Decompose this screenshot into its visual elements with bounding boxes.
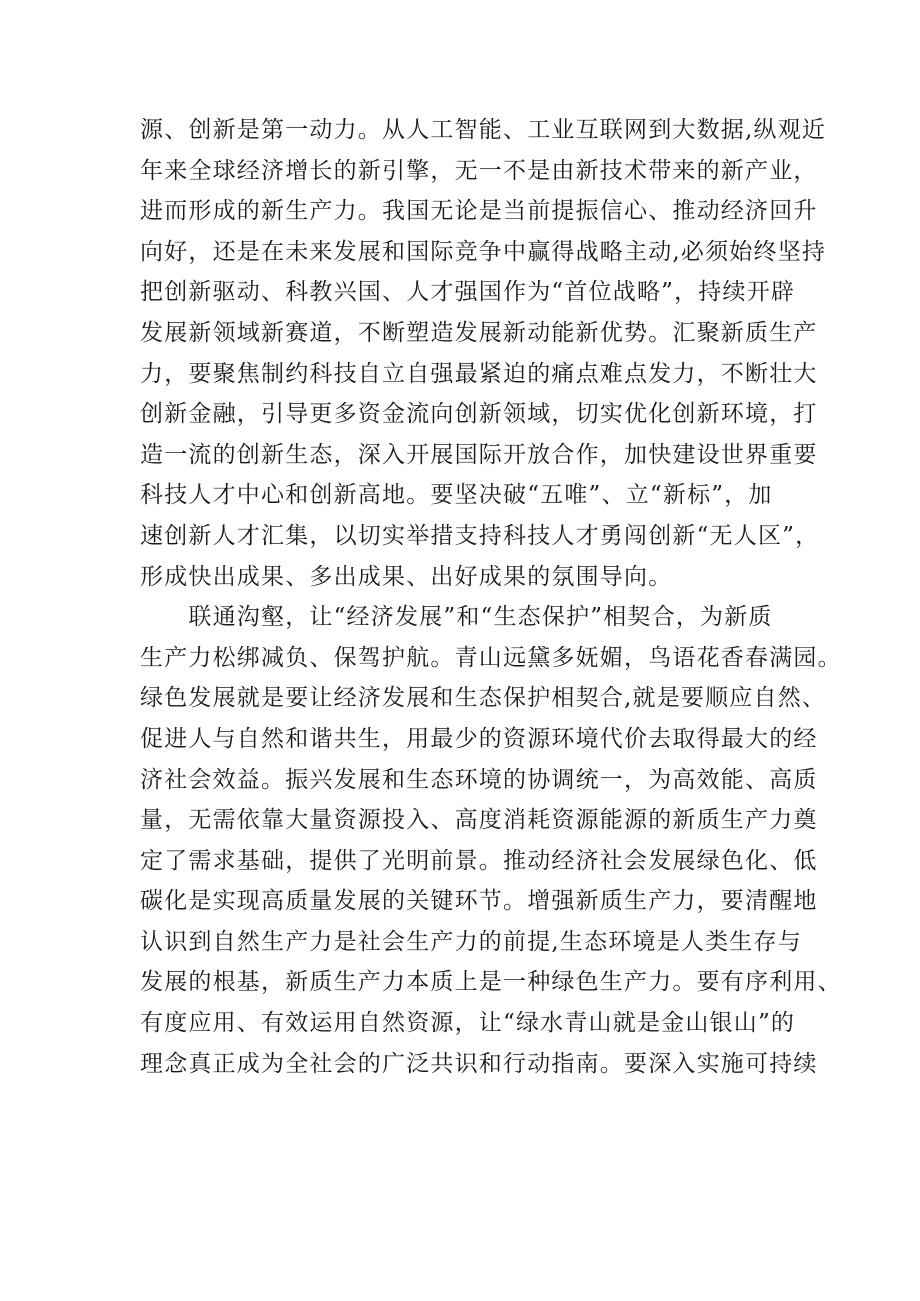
- text-line: 定了需求基础，提供了光明前景。推动经济社会发展绿色化、低: [140, 847, 818, 874]
- text-line: 理念真正成为全社会的广泛共识和行动指南。要深入实施可持续: [140, 1050, 818, 1077]
- text-line: 速创新人才汇集，以切实举措支持科技人才勇闯创新“无人区”，: [140, 522, 820, 549]
- text-line: 绿色发展就是要让经济发展和生态保护相契合,就是要顺应自然、: [140, 685, 827, 712]
- text-line: 认识到自然生产力是社会生产力的前提,生态环境是人类生存与: [140, 928, 802, 955]
- text-line: 发展新领域新赛道，不断塑造发展新动能新优势。汇聚新质生产: [140, 319, 818, 346]
- text-line: 量，无需依靠大量资源投入、高度消耗资源能源的新质生产力奠: [140, 807, 818, 834]
- text-line: 年来全球经济增长的新引擎，无一不是由新技术带来的新产业，: [140, 157, 818, 184]
- text-line: 形成快出成果、多出成果、出好成果的氛围导向。: [140, 563, 673, 590]
- text-line: 源、创新是第一动力。从人工智能、工业互联网到大数据,纵观近: [140, 117, 827, 143]
- text-line: 济社会效益。振兴发展和生态环境的协调统一，为高效能、高质: [140, 766, 818, 793]
- text-line: 创新金融，引导更多资金流向创新领域，切实优化创新环境，打: [140, 401, 818, 428]
- text-line: 发展的根基，新质生产力本质上是一种绿色生产力。要有序利用、: [140, 969, 842, 996]
- text-line: 向好，还是在未来发展和国际竞争中赢得战略主动,必须始终坚持: [140, 238, 827, 265]
- paragraph-start-line: 联通沟壑，让“经济发展”和“生态保护”相契合，为新质: [140, 604, 773, 631]
- text-line: 科技人才中心和创新高地。要坚决破“五唯”、立“新标”，加: [140, 482, 773, 509]
- text-line: 造一流的创新生态，深入开展国际开放合作，加快建设世界重要: [140, 441, 818, 468]
- body-text: [140, 110, 842, 1084]
- text-line: 碳化是实现高质量发展的关键环节。增强新质生产力，要清醒地: [140, 888, 818, 915]
- text-line: 有度应用、有效运用自然资源，让“绿水青山就是金山银山”的: [140, 1010, 796, 1037]
- text-line: 力，要聚焦制约科技自立自强最紧迫的痛点难点发力，不断壮大: [140, 360, 818, 387]
- text-line: 把创新驱动、科教兴国、人才强国作为“首位战略”，持续开辟: [140, 279, 796, 306]
- text-line: 生产力松绑减负、保驾护航。青山远黛多妩媚，鸟语花香春满园。: [140, 644, 842, 671]
- text-line: 促进人与自然和谐共生，用最少的资源环境代价去取得最大的经: [140, 725, 818, 752]
- text-line: 进而形成的新生产力。我国无论是当前提振信心、推动经济回升: [140, 198, 818, 225]
